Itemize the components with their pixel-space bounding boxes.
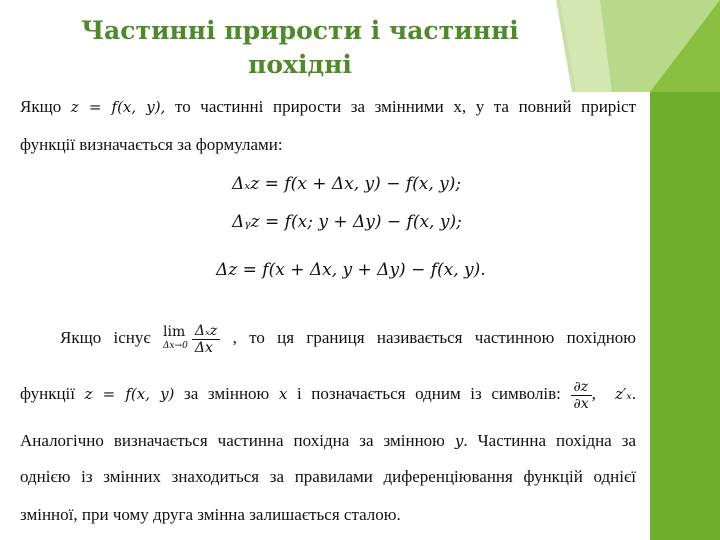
partial-derivative-fraction: [571, 379, 592, 412]
p3-end: .: [631, 384, 637, 403]
p1-line2: функції визначається за формулами:: [20, 135, 283, 154]
p2-line: [60, 318, 636, 358]
p2-fraction-numerator: Δₓz: [192, 323, 220, 340]
p2-rest: , то ця границя називається частинною похідною: [232, 328, 637, 347]
p1-intro: Якщо: [20, 97, 62, 116]
limit-operator: [163, 325, 188, 353]
p4-line2: однією із змінних знаходиться за правилами диференціювання функцій однієї: [20, 467, 636, 486]
content-area: [0, 92, 650, 540]
formula-partial-y: Δᵧz = f(x; y + Δy) − f(x, y);: [232, 212, 462, 232]
slide-title: Частинні прирости і частинні похідні: [81, 16, 519, 79]
p4-line3: змінної, при чому друга змінна залишається сталою.: [20, 505, 401, 524]
decor-sidebar: [650, 92, 720, 540]
z-prime-x: z′ₓ: [615, 385, 632, 403]
p3-comma: ,: [591, 384, 596, 403]
p4-line1-b: . Частинна похідна за: [463, 431, 636, 450]
p2-fraction: [192, 323, 220, 356]
limit-word: lim: [162, 324, 186, 341]
partial-denominator: ∂x: [573, 395, 589, 412]
formula-total: Δz = f(x + Δx, y + Δy) − f(x, y).: [216, 260, 486, 280]
p4-line1: [20, 430, 636, 452]
p3-line: [20, 374, 636, 414]
p3-word: функції: [20, 384, 75, 403]
p1-rest: то частинні прирости за змінними x, у та повний приріст: [174, 97, 636, 116]
p3-symbols: [571, 378, 637, 412]
p2-fraction-denominator: Δx: [194, 339, 213, 356]
p2-intro: Якщо існує: [60, 328, 151, 347]
formula-partial-x: Δₓz = f(x + Δx, y) − f(x, y);: [232, 174, 462, 194]
p3-mid2: і позначається одним із символів:: [296, 384, 561, 403]
p3-mid1: за змінною: [184, 384, 270, 403]
p1-function: z = f(x, y),: [70, 98, 166, 116]
p2-limit-group: [162, 322, 220, 356]
p4-var: y: [454, 432, 464, 450]
limit-subscript: Δx→0: [162, 341, 188, 352]
p1-line1: [20, 96, 636, 118]
partial-numerator: ∂z: [571, 379, 592, 396]
p3-var: x: [278, 385, 288, 403]
p3-function: z = f(x, y): [84, 385, 175, 403]
p4-line1-a: Аналогічно визначається частинна похідна за змінною: [20, 431, 445, 450]
